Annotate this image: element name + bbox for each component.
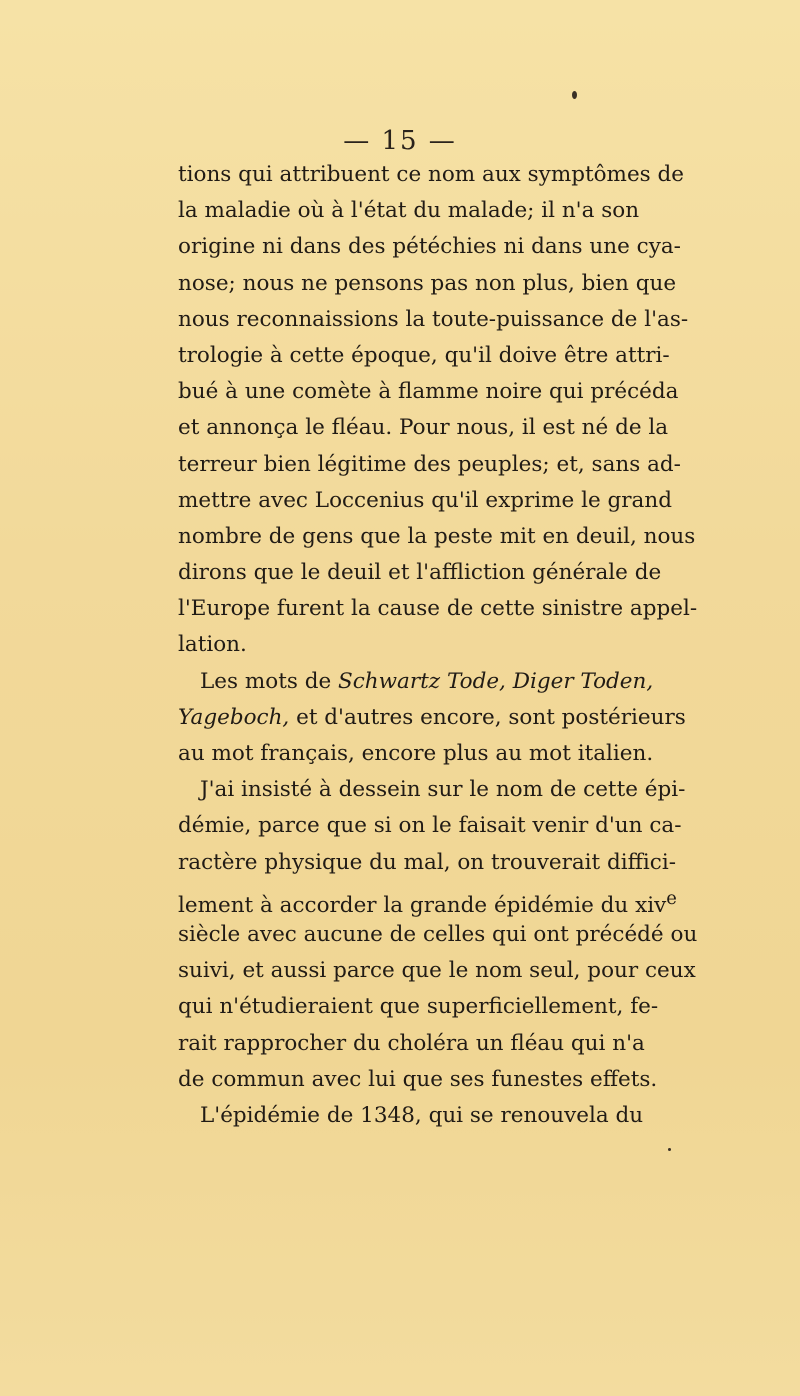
italic-term: Schwartz Tode, Diger Toden, [338,668,654,694]
text-line: siècle avec aucune de celles qui ont précédé ou [178,921,698,947]
text-line: nombre de gens que la peste mit en deuil, nous [178,523,696,549]
italic-term: Yageboch, [178,704,290,730]
text-line: lement à accorder la grande épidémie du xiv$^e$ [178,887,677,918]
text-line [178,700,686,736]
text-line: bué à une comète à flamme noire qui précéda [178,379,679,405]
text-fragment: et d'autres encore, sont postérieurs [289,704,686,730]
text-line: L'épidémie de 1348, qui se renouvela du [200,1102,644,1128]
text-line: J'ai insisté à dessein sur le nom de cette épi- [200,777,686,803]
ink-speck [668,1148,671,1151]
body-text [178,157,698,1134]
text-line: de commun avec lui que ses funestes effets. [178,1066,658,1092]
text-line: l'Europe furent la cause de cette sinistre appel- [178,596,698,622]
text-line: qui n'étudieraient que superficiellement, fe- [178,994,659,1020]
text-line: et annonça le fléau. Pour nous, il est né de la [178,415,669,441]
text-line: mettre avec Loccenius qu'il exprime le grand [178,487,672,513]
text-line: suivi, et aussi parce que le nom seul, pour ceux [178,958,696,984]
text-line: au mot français, encore plus au mot italien. [178,741,654,766]
text-line: la maladie où à l'état du malade; il n'a son [178,198,640,224]
page-number: — 15 — [343,126,457,156]
ink-speck [572,91,577,99]
text-line: rait rapprocher du choléra un fléau qui n'a [178,1030,645,1056]
text-line: dirons que le deuil et l'affliction générale de [178,560,662,586]
text-line: lation. [178,632,247,658]
text-line: ractère physique du mal, on trouverait diffici- [178,849,676,875]
text-line: nous reconnaissions la toute-puissance de l'as- [178,306,689,332]
text-line: démie, parce que si on le faisait venir d'un ca- [178,813,682,839]
text-line: origine ni dans des pétéchies ni dans une cya- [178,234,681,260]
text-line: nose; nous ne pensons pas non plus, bien que [178,270,677,296]
text-line: tions qui attribuent ce nom aux symptômes de [178,162,685,187]
text-line: terreur bien légitime des peuples; et, sans ad- [178,451,681,477]
text-fragment: Les mots de [200,668,339,694]
text-line: trologie à cette époque, qu'il doive être attri- [178,342,670,368]
text-line [178,664,654,700]
